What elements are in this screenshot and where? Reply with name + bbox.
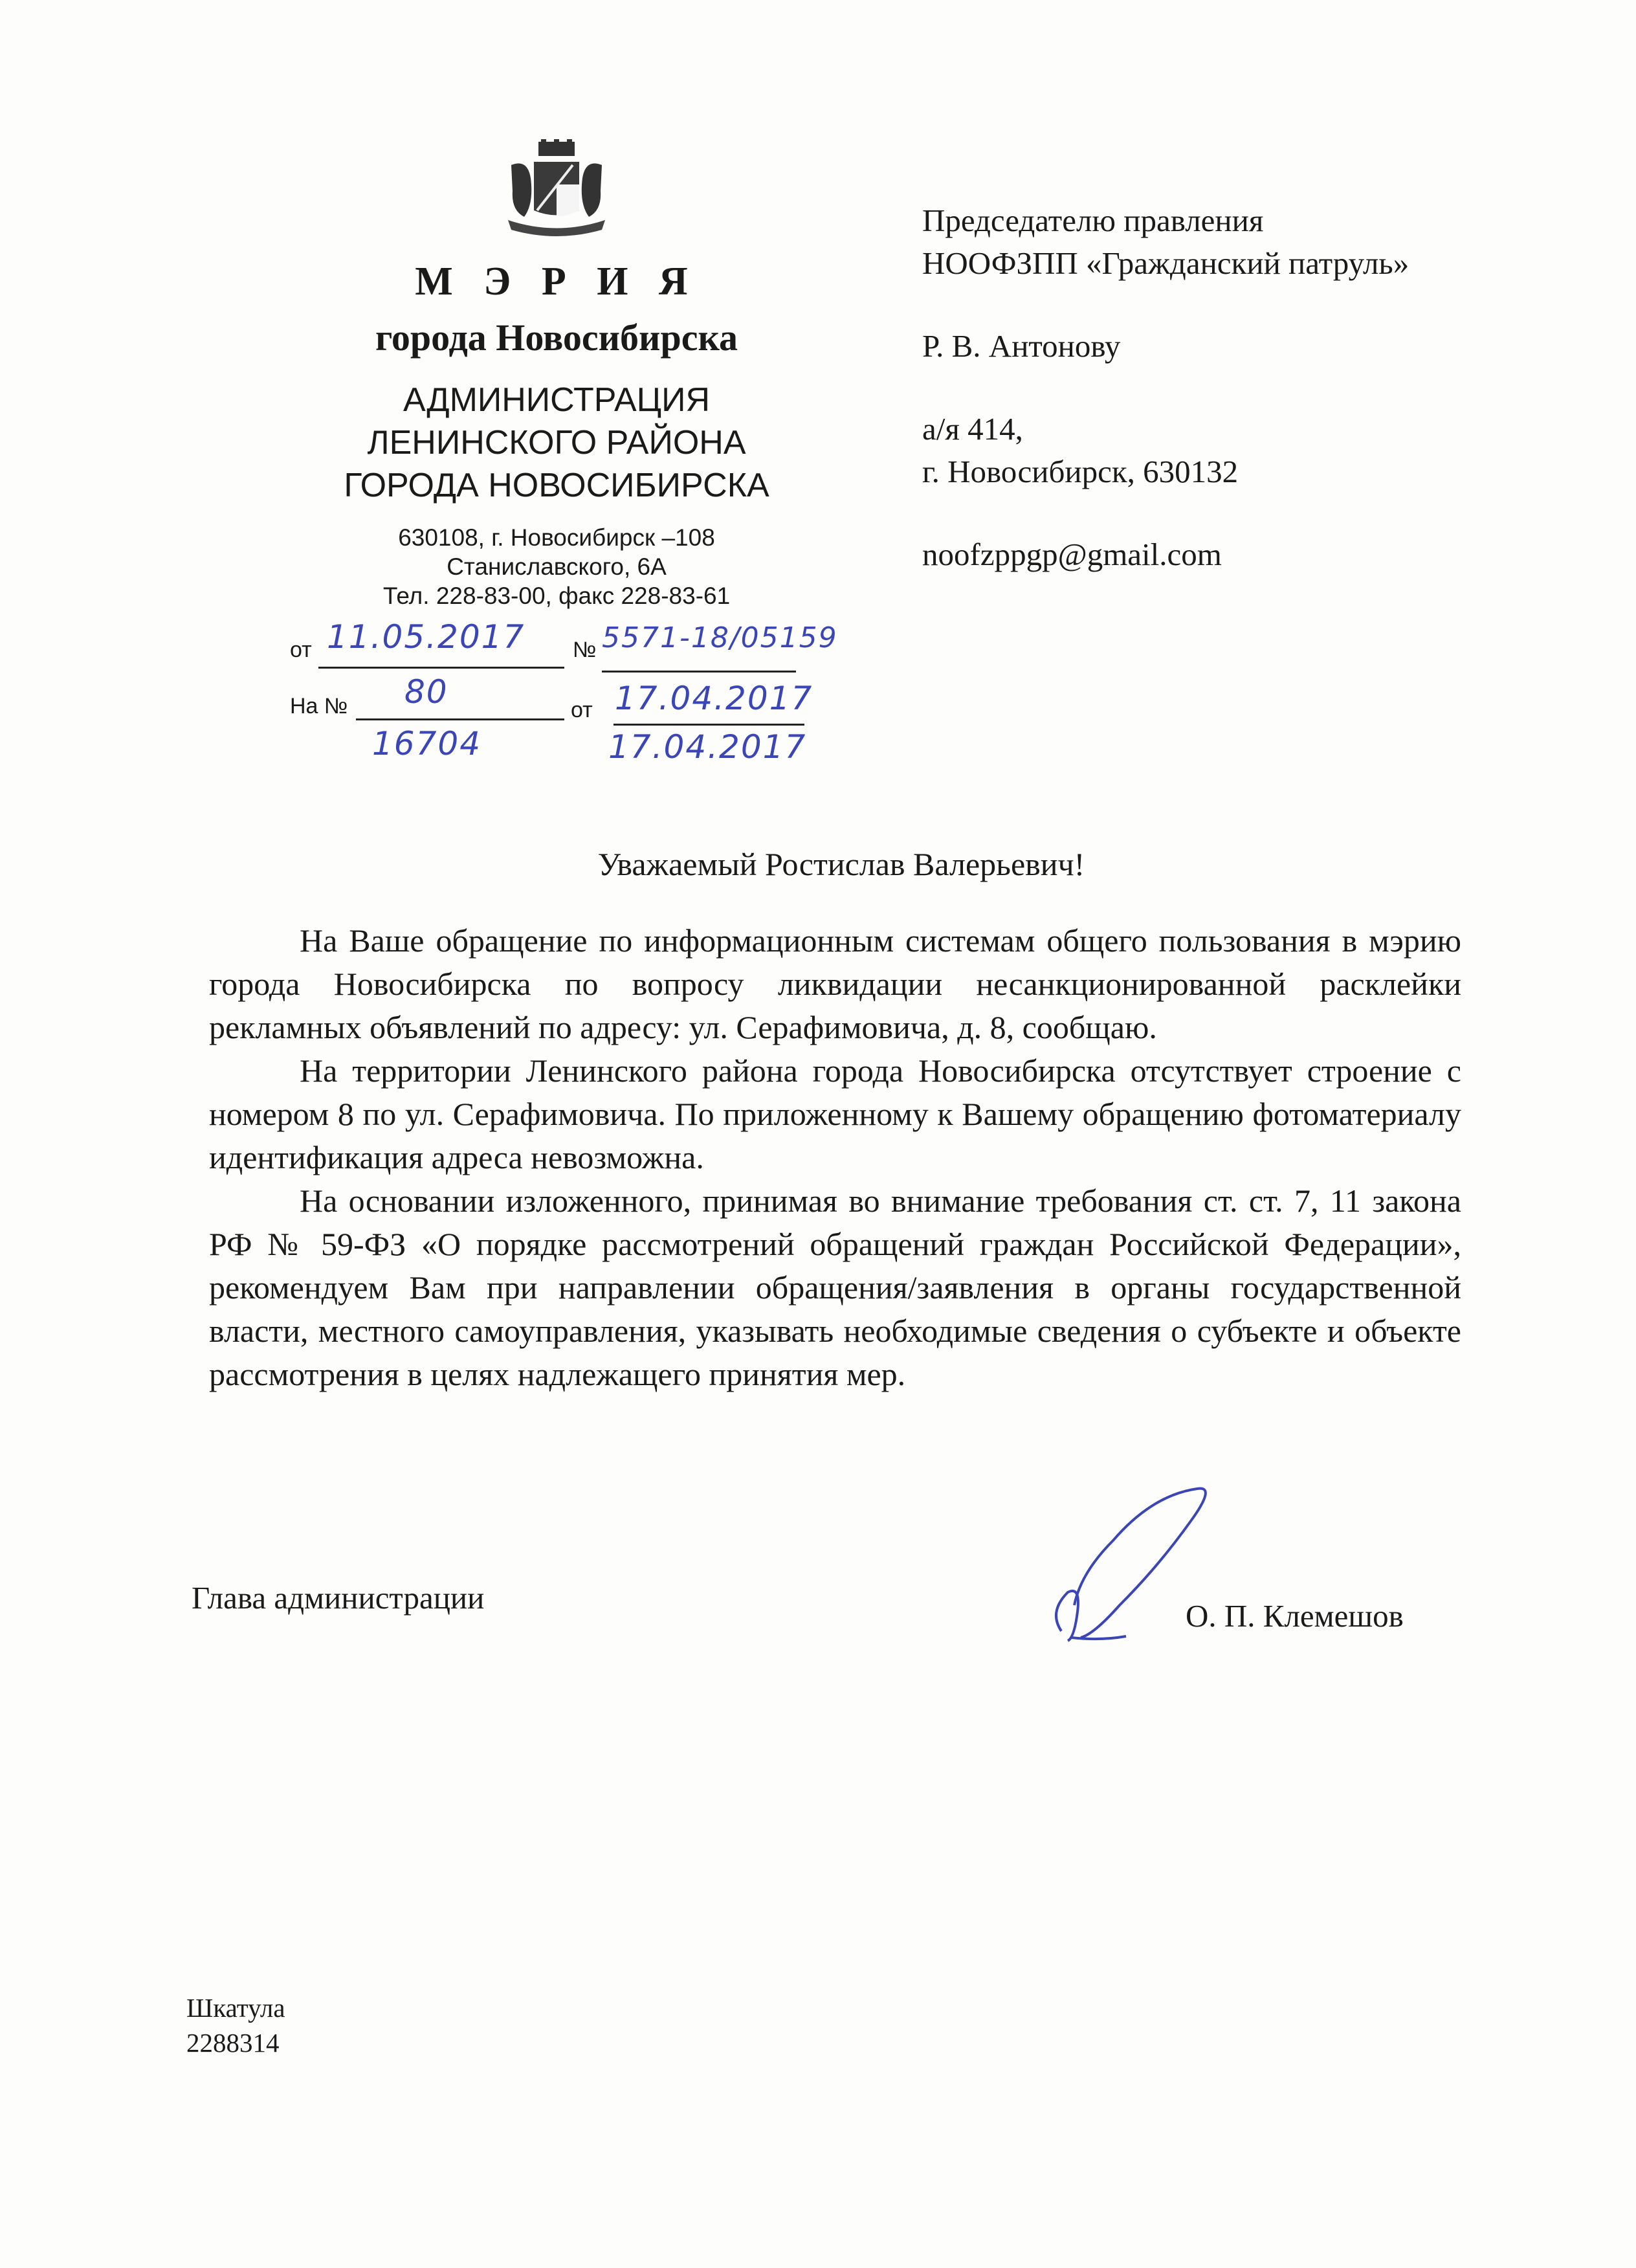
- from-label: от: [290, 638, 312, 662]
- recipient-org: НООФЗПП «Гражданский патруль»: [922, 245, 1409, 281]
- administration-address: [285, 523, 828, 610]
- number-label: №: [573, 638, 597, 662]
- reply-number-line: [356, 718, 564, 720]
- address-line: 630108, г. Новосибирск –108: [398, 524, 715, 551]
- reply-to-label: На №: [290, 694, 348, 718]
- recipient-box: а/я 414,: [922, 411, 1023, 447]
- reply-from-label: от: [571, 698, 593, 722]
- address-line: Станиславского, 6А: [447, 553, 667, 580]
- reply-date-2: 17.04.2017: [608, 728, 807, 766]
- salutation: Уважаемый Ростислав Валерьевич!: [597, 846, 1085, 882]
- recipient-name: Р. В. Антонову: [922, 328, 1121, 364]
- paragraph: На основании изложенного, принимая во внимание требования ст. ст. 7, 11 закона РФ № 59-ФЗ «О порядке рассмотрений обращений граждан Российской Федерации», рекомендуем Вам при направлении обращения/заявления в органы государственной власти, местного самоуправления, указывать необходимые сведения о субъекте и объекте рассмотрения в целях надлежащего принятия мер.: [209, 1183, 1461, 1392]
- reply-to-number: 80: [404, 673, 448, 711]
- letter-body: [209, 919, 1461, 1396]
- address-line: Тел. 228-83-00, факс 228-83-61: [382, 583, 731, 609]
- executor-phone: 2288314: [186, 2028, 280, 2058]
- outgoing-number: 5571-18/05159: [602, 621, 838, 654]
- reply-to-number-2: 16704: [372, 725, 482, 762]
- number-line: [602, 671, 796, 673]
- recipient-position: Председателю правления: [922, 203, 1264, 238]
- signatory-name: О. П. Клемешов: [1186, 1598, 1404, 1634]
- paragraph: На Ваше обращение по информационным системам общего пользования в мэрию города Новосибирска по вопросу ликвидации несанкционированной расклейки рекламных объявлений по адресу: ул. Серафимовича, д. 8, сообщаю.: [209, 922, 1461, 1045]
- recipient-block: [922, 199, 1409, 576]
- administration-name: [285, 379, 828, 507]
- paragraph: На территории Ленинского района города Новосибирска отсутствует строение с номером 8 по ул. Серафимовича. По приложенному к Вашему обращению фотоматериалу идентификация адреса невозможна.: [209, 1052, 1461, 1175]
- recipient-city: г. Новосибирск, 630132: [922, 454, 1239, 489]
- executor-name: Шкатула: [186, 1993, 285, 2023]
- signatory-position: Глава администрации: [192, 1580, 485, 1616]
- coat-of-arms-icon: [498, 139, 615, 239]
- outgoing-date: 11.05.2017: [327, 618, 525, 656]
- recipient-email: noofzppgp@gmail.com: [922, 537, 1222, 572]
- mayoralty-title: М Э Р И Я: [415, 260, 698, 304]
- date-line: [318, 667, 564, 669]
- administration-line: ГОРОДА НОВОСИБИРСКА: [344, 467, 769, 504]
- administration-line: ЛЕНИНСКОГО РАЙОНА: [367, 424, 746, 461]
- reply-date: 17.04.2017: [615, 680, 813, 717]
- administration-line: АДМИНИСТРАЦИЯ: [403, 381, 711, 419]
- city-title: города Новосибирска: [375, 317, 738, 359]
- reply-date-line: [614, 724, 804, 726]
- executor-info: [186, 1990, 285, 2060]
